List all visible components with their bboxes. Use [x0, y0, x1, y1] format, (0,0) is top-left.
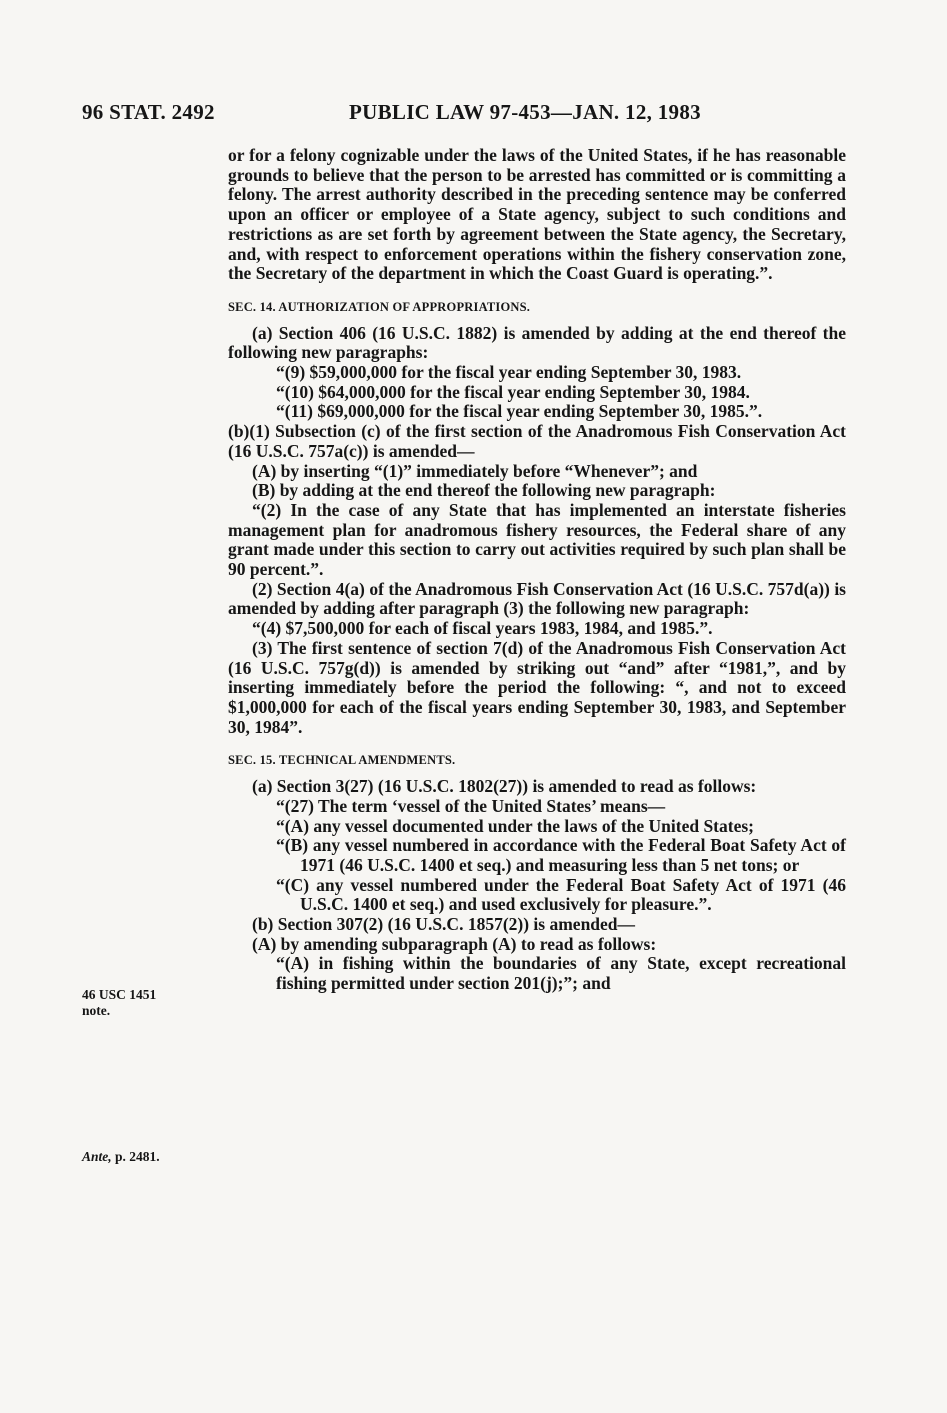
margin-note-line2: note. [82, 1003, 111, 1018]
sec14-b2: (2) Section 4(a) of the Anadromous Fish Conservation Act (16 U.S.C. 757d(a)) is amended by adding after paragraph (3) the following new paragraph: [228, 578, 846, 619]
margin-note-ante-page: p. 2481. [111, 1149, 160, 1164]
sec15-27: “(27) The term ‘vessel of the United States’ means— [276, 795, 666, 816]
sec14-b2-4: “(4) $7,500,000 for each of fiscal years 1983, 1984, and 1985.”. [252, 618, 713, 639]
sec14-para-11: “(11) $69,000,000 for the fiscal year ending September 30, 1985.”. [276, 401, 763, 422]
page-header [0, 100, 947, 126]
paragraph-arrest-authority: or for a felony cognizable under the laws of the United States, if he has reasonable grounds to believe that the person to be arrested has committed or is committing a felony. The arrest authority described in the preceding sentence may be conferred upon an officer or employee of a State agency, subject to such conditions and restrictions as are set forth by agreement between the State agency, the Secretary, and, with respect to enforcement operations within the fishery conservation zone, the Secretary of the department in which the Coast Guard is operating.”. [228, 145, 846, 284]
sec15-A: “(A) any vessel documented under the laws of the United States; [276, 815, 754, 836]
page-body [228, 146, 846, 994]
sec14-para-10: “(10) $64,000,000 for the fiscal year ending September 30, 1984. [276, 381, 750, 402]
margin-note-ante [82, 1149, 160, 1165]
margin-note-ante-italic: Ante, [82, 1149, 112, 1164]
sec15-C: “(C) any vessel numbered under the Federal Boat Safety Act of 1971 (46 U.S.C. 1400 et seq.) and used exclusively for pleasure.”. [276, 874, 846, 915]
sec15-B: “(B) any vessel numbered in accordance with the Federal Boat Safety Act of 1971 (46 U.S.C. 1400 et seq.) and measuring less than 5 net tons; or [276, 835, 846, 875]
sec15-b-A: (A) by amending subparagraph (A) to read as follows: [252, 933, 657, 954]
sec14-b1-B: (B) by adding at the end thereof the following new paragraph: [252, 480, 716, 501]
sec14-b1: (b)(1) Subsection (c) of the first section of the Anadromous Fish Conservation Act (16 U.S.C. 757a(c)) is amended— [228, 421, 846, 461]
section-14-heading: SEC. 14. AUTHORIZATION OF APPROPRIATIONS. [228, 299, 531, 314]
section-15-heading: SEC. 15. TECHNICAL AMENDMENTS. [228, 753, 456, 768]
sec15-b-A-text: “(A) in fishing within the boundaries of any State, except recreational fishing permitted under section 201(j);”; and [276, 953, 846, 994]
sec14-b1-A: (A) by inserting “(1)” immediately before “Whenever”; and [252, 460, 698, 481]
sec14-para-9: “(9) $59,000,000 for the fiscal year ending September 30, 1983. [276, 362, 742, 383]
margin-note-line1: 46 USC 1451 [82, 987, 157, 1002]
sec15-b: (b) Section 307(2) (16 U.S.C. 1857(2)) is amended— [252, 914, 636, 935]
sec14-b1-2: “(2) In the case of any State that has implemented an interstate fisheries management plan for anadromous fishery resources, the Federal share of any grant made under this section to carry out activities required by such plan shall be 90 percent.”. [228, 499, 846, 580]
running-head: PUBLIC LAW 97-453—JAN. 12, 1983 [349, 100, 701, 124]
sec14-b3: (3) The first sentence of section 7(d) of the Anadromous Fish Conservation Act (16 U.S.C. 757g(d)) is amended by striking out “and” after “1981,”, and by inserting immediately before the period the following: “, and not to exceed $1,000,000 for each of the fiscal years ending September 30, 1983, and September 30, 1984”. [228, 637, 846, 737]
statute-citation: 96 STAT. 2492 [82, 100, 215, 124]
margin-note-46-usc [82, 987, 156, 1019]
sec14-a: (a) Section 406 (16 U.S.C. 1882) is amended by adding at the end thereof the following new paragraphs: [228, 322, 846, 363]
sec15-a: (a) Section 3(27) (16 U.S.C. 1802(27)) is amended to read as follows: [252, 776, 757, 797]
